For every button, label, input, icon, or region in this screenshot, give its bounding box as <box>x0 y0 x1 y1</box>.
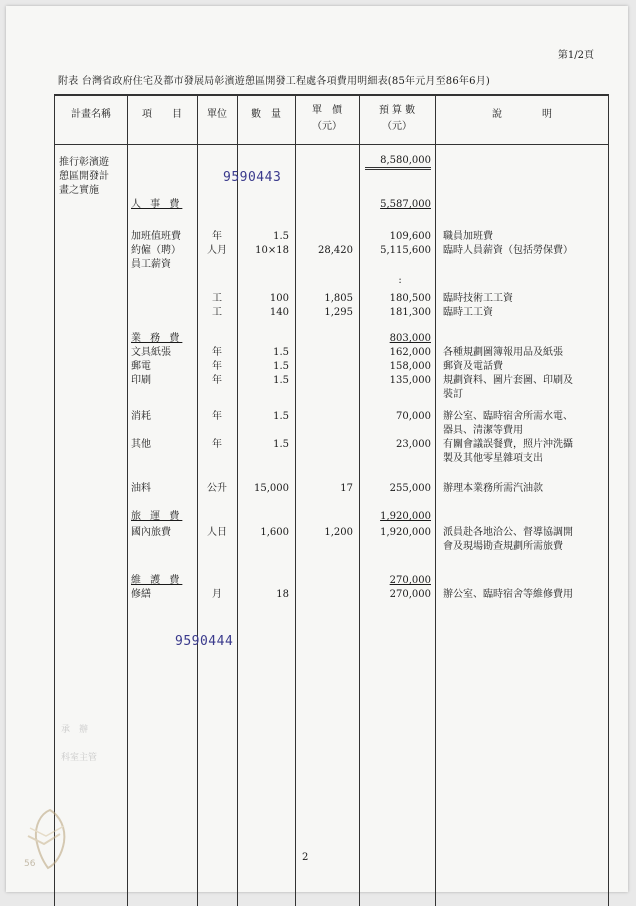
other-item: 其他 <box>131 439 151 450</box>
header-price: 單 價 <box>312 105 342 116</box>
travel-heading: 旅 運 費 <box>131 511 183 522</box>
domestic-item: 國內旅費 <box>131 527 171 538</box>
personnel-heading: 人 事 費 <box>131 199 183 210</box>
labor1-price: 1,805 <box>324 293 353 304</box>
printing-budget: 135,000 <box>389 375 431 386</box>
hired-budget: 5,115,600 <box>380 245 431 256</box>
expense-table <box>54 94 609 906</box>
col-line <box>359 96 360 906</box>
fuel-qty: 15,000 <box>254 483 289 494</box>
stationery-desc: 各種規劃圖簿報用品及紙張 <box>443 347 563 358</box>
table-caption: 附表 台灣省政府住宅及都市發展局彰濱遊憩區開發工程處各項費用明細表(85年元月至86年6月) <box>58 76 490 87</box>
labor1-budget: 180,500 <box>389 293 431 304</box>
logo-number: 56 <box>24 859 36 869</box>
other-desc-line2: 製及其他零星雜項支出 <box>443 453 543 464</box>
header-plan: 計畫名稱 <box>71 109 111 120</box>
header-item: 項 目 <box>142 109 182 120</box>
header-budget-unit: （元） <box>382 121 412 132</box>
overtime-qty: 1.5 <box>273 231 289 242</box>
labor2-price: 1,295 <box>324 307 353 318</box>
consumables-qty: 1.5 <box>273 411 289 422</box>
plan-name-line: 畫之實施 <box>59 185 99 196</box>
maintenance-budget: 270,000 <box>389 575 431 586</box>
other-unit: 年 <box>212 439 222 450</box>
domestic-qty: 1,600 <box>260 527 289 538</box>
stationery-qty: 1.5 <box>273 347 289 358</box>
domestic-price: 1,200 <box>324 527 353 538</box>
hired-unit: 人月 <box>207 245 227 256</box>
maintenance-heading: 維 護 費 <box>131 575 183 586</box>
consumables-desc-line2: 器具、清潔等費用 <box>443 425 523 436</box>
hired-desc: 臨時人員薪資（包括勞保費） <box>443 245 573 256</box>
header-desc: 說 明 <box>492 109 552 120</box>
taiwan-map-logo <box>20 806 78 872</box>
labor1-qty: 100 <box>269 293 289 304</box>
domestic-desc: 派員赴各地洽公、督導協調開 <box>443 527 573 538</box>
header-price-unit: （元） <box>312 121 342 132</box>
consumables-desc: 辦公室、臨時宿舍所需水電、 <box>443 411 573 422</box>
consumables-budget: 70,000 <box>396 411 431 422</box>
footer-page-number: 2 <box>302 852 309 863</box>
total-budget: 8,580,000 <box>365 154 431 170</box>
personnel-budget: 5,587,000 <box>380 199 431 210</box>
repair-desc: 辦公室、臨時宿舍等維修費用 <box>443 589 573 600</box>
continuation-dots: : <box>398 275 402 286</box>
overtime-desc: 職員加班費 <box>443 231 493 242</box>
fuel-item: 油料 <box>131 483 151 494</box>
stamp-number: 9590444 <box>175 634 234 649</box>
other-desc: 有關會議誤餐費，照片沖洗攝 <box>443 439 573 450</box>
hired-price: 28,420 <box>318 245 353 256</box>
postal-budget: 158,000 <box>389 361 431 372</box>
consumables-unit: 年 <box>212 411 222 422</box>
printing-unit: 年 <box>212 375 222 386</box>
hired-item: 約僱（聘） <box>131 245 181 256</box>
printing-qty: 1.5 <box>273 375 289 386</box>
repair-qty: 18 <box>276 589 289 600</box>
ghost-mark: 承 辦 <box>61 725 89 735</box>
domestic-desc-line2: 會及現場勘查規劃所需旅費 <box>443 541 563 552</box>
fuel-price: 17 <box>340 483 353 494</box>
travel-budget: 1,920,000 <box>380 511 431 522</box>
postal-item: 郵電 <box>131 361 151 372</box>
repair-item: 修繕 <box>131 589 151 600</box>
overtime-budget: 109,600 <box>389 231 431 242</box>
stamp-number: 9590443 <box>223 170 282 185</box>
col-line <box>237 96 238 906</box>
printing-desc-line2: 裝訂 <box>443 389 463 400</box>
business-budget: 803,000 <box>389 333 431 344</box>
fuel-desc: 辦理本業務所需汽油款 <box>443 483 543 494</box>
consumables-item: 消耗 <box>131 411 151 422</box>
postal-desc: 郵資及電話費 <box>443 361 503 372</box>
repair-budget: 270,000 <box>389 589 431 600</box>
hired-item-line2: 員工薪資 <box>131 259 171 270</box>
overtime-unit: 年 <box>212 231 222 242</box>
col-line <box>435 96 436 906</box>
overtime-item: 加班值班費 <box>131 231 181 242</box>
header-qty: 數 量 <box>251 109 281 120</box>
repair-unit: 月 <box>212 589 222 600</box>
labor1-desc: 臨時技術工工資 <box>443 293 513 304</box>
fuel-unit: 公升 <box>207 483 227 494</box>
postal-qty: 1.5 <box>273 361 289 372</box>
postal-unit: 年 <box>212 361 222 372</box>
printing-item: 印刷 <box>131 375 151 386</box>
labor2-budget: 181,300 <box>389 307 431 318</box>
other-qty: 1.5 <box>273 439 289 450</box>
labor1-unit: 工 <box>212 293 222 304</box>
hired-qty: 10×18 <box>255 245 289 256</box>
header-divider <box>55 144 609 145</box>
business-heading: 業 務 費 <box>131 333 183 344</box>
fuel-budget: 255,000 <box>389 483 431 494</box>
col-line <box>197 96 198 906</box>
labor2-unit: 工 <box>212 307 222 318</box>
domestic-budget: 1,920,000 <box>380 527 431 538</box>
other-budget: 23,000 <box>396 439 431 450</box>
labor2-desc: 臨時工工資 <box>443 307 493 318</box>
ghost-mark: 科室主管 <box>61 753 98 763</box>
labor2-qty: 140 <box>269 307 289 318</box>
col-line <box>127 96 128 906</box>
header-unit: 單位 <box>207 109 227 120</box>
plan-name-line: 憩區開發計 <box>59 171 109 182</box>
printing-desc: 規劃資料、圖片套圖、印刷及 <box>443 375 573 386</box>
document-page <box>6 6 628 892</box>
col-line <box>608 96 609 906</box>
stationery-budget: 162,000 <box>389 347 431 358</box>
plan-name-line: 推行彰濱遊 <box>59 157 109 168</box>
stationery-item: 文具紙張 <box>131 347 171 358</box>
header-budget: 預 算 數 <box>378 105 416 116</box>
stationery-unit: 年 <box>212 347 222 358</box>
col-line <box>295 96 296 906</box>
page-label: 第1/2頁 <box>557 50 594 61</box>
domestic-unit: 人日 <box>207 527 227 538</box>
